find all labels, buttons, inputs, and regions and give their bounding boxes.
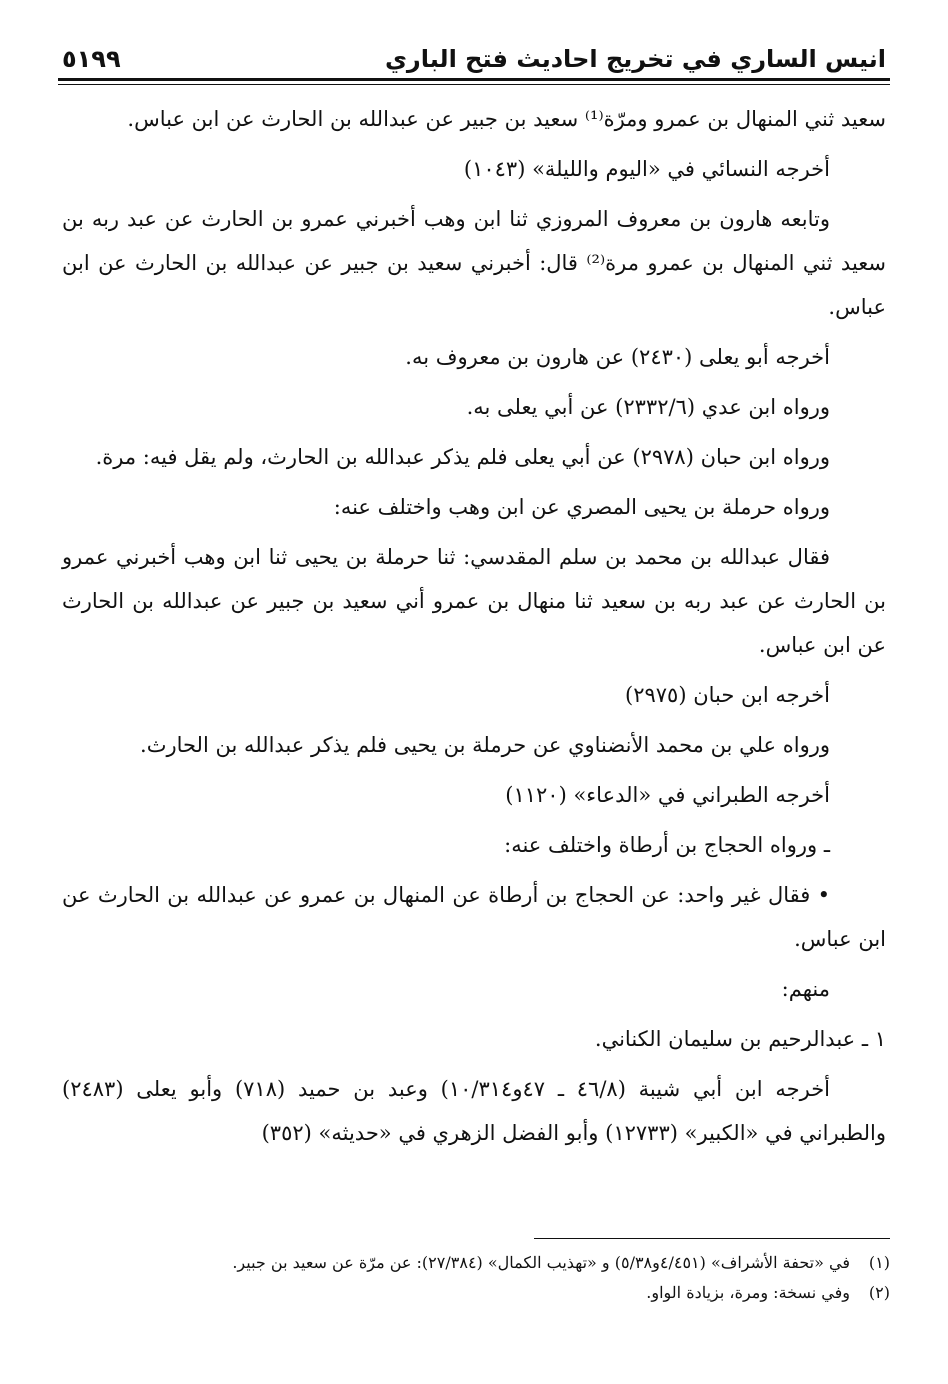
footnote xyxy=(58,1278,890,1308)
paragraph: ورواه ابن حبان (٢٩٧٨) عن أبي يعلى فلم يذكر عبدالله بن الحارث، ولم يقل فيه: مرة. xyxy=(95,445,830,469)
paragraph: أخرجه ابن أبي شيبة (٤٦/٨ ـ ٤٧و١٠/٣١٤) وعبد بن حميد (٧١٨) وأبو يعلى (٢٤٨٣) والطبراني في «الكبير» (١٢٧٣٣) وأبو الفضل الزهري في «حديثه» (٣٥٢) xyxy=(62,1077,886,1145)
running-title: انيس الساري في تخريج احاديث فتح الباري xyxy=(384,45,886,73)
paragraph: منهم: xyxy=(781,977,830,1001)
paragraph: ورواه حرملة بن يحيى المصري عن ابن وهب واختلف عنه: xyxy=(333,495,830,519)
footnote-number: (١) xyxy=(868,1253,890,1272)
paragraph: سعيد ثني المنهال بن عمرو ومرّة⁽¹⁾ سعيد بن جبير عن عبدالله بن الحارث عن ابن عباس. xyxy=(127,107,886,131)
footnotes xyxy=(58,1238,890,1308)
main-text xyxy=(58,97,890,1155)
paragraph: • فقال غير واحد: عن الحجاج بن أرطاة عن المنهال بن عمرو عن عبدالله بن الحارث عن ابن عباس. xyxy=(62,883,886,951)
paragraph: أخرجه الطبراني في «الدعاء» (١١٢٠) xyxy=(505,783,830,807)
header-rule-thick xyxy=(58,78,890,81)
paragraph: ورواه ابن عدي (٢٣٣٢/٦) عن أبي يعلى به. xyxy=(466,395,830,419)
paragraph: أخرجه أبو يعلى (٢٤٣٠) عن هارون بن معروف به. xyxy=(405,345,830,369)
footnote xyxy=(58,1248,890,1278)
paragraph: ورواه علي بن محمد الأنضناوي عن حرملة بن يحيى فلم يذكر عبدالله بن الحارث. xyxy=(140,733,830,757)
header-rule-thin xyxy=(58,84,890,85)
paragraph: أخرجه النسائي في «اليوم والليلة» (١٠٤٣) xyxy=(463,157,830,181)
paragraph: ـ ورواه الحجاج بن أرطاة واختلف عنه: xyxy=(504,833,830,857)
footnote-text: في «تحفة الأشراف» (٤/٤٥١و٥/٣٨) و «تهذيب الكمال» (٢٧/٣٨٤): عن مرّة عن سعيد بن جبير. xyxy=(232,1253,850,1272)
page-header xyxy=(58,38,890,78)
page-number: ٥١٩٩ xyxy=(62,45,121,73)
list-item: ١ ـ عبدالرحيم بن سليمان الكناني. xyxy=(594,1027,886,1051)
footnote-text: وفي نسخة: ومرة، بزيادة الواو. xyxy=(646,1283,850,1302)
paragraph: فقال عبدالله بن محمد بن سلم المقدسي: ثنا حرملة بن يحيى ثنا ابن وهب أخبرني عمرو بن الحارث عن عبد ربه بن سعيد ثنا منهال بن عمرو أني سعيد بن جبير عن عبدالله بن الحارث عن ابن عباس. xyxy=(62,545,886,657)
footnote-number: (٢) xyxy=(868,1283,890,1302)
paragraph: وتابعه هارون بن معروف المروزي ثنا ابن وهب أخبرني عمرو بن الحارث عن عبد ربه بن سعيد ثني المنهال بن عمرو مرة⁽²⁾ قال: أخبرني سعيد بن جبير عن عبدالله بن الحارث عن ابن عباس. xyxy=(62,207,887,319)
paragraph: أخرجه ابن حبان (٢٩٧٥) xyxy=(625,683,830,707)
